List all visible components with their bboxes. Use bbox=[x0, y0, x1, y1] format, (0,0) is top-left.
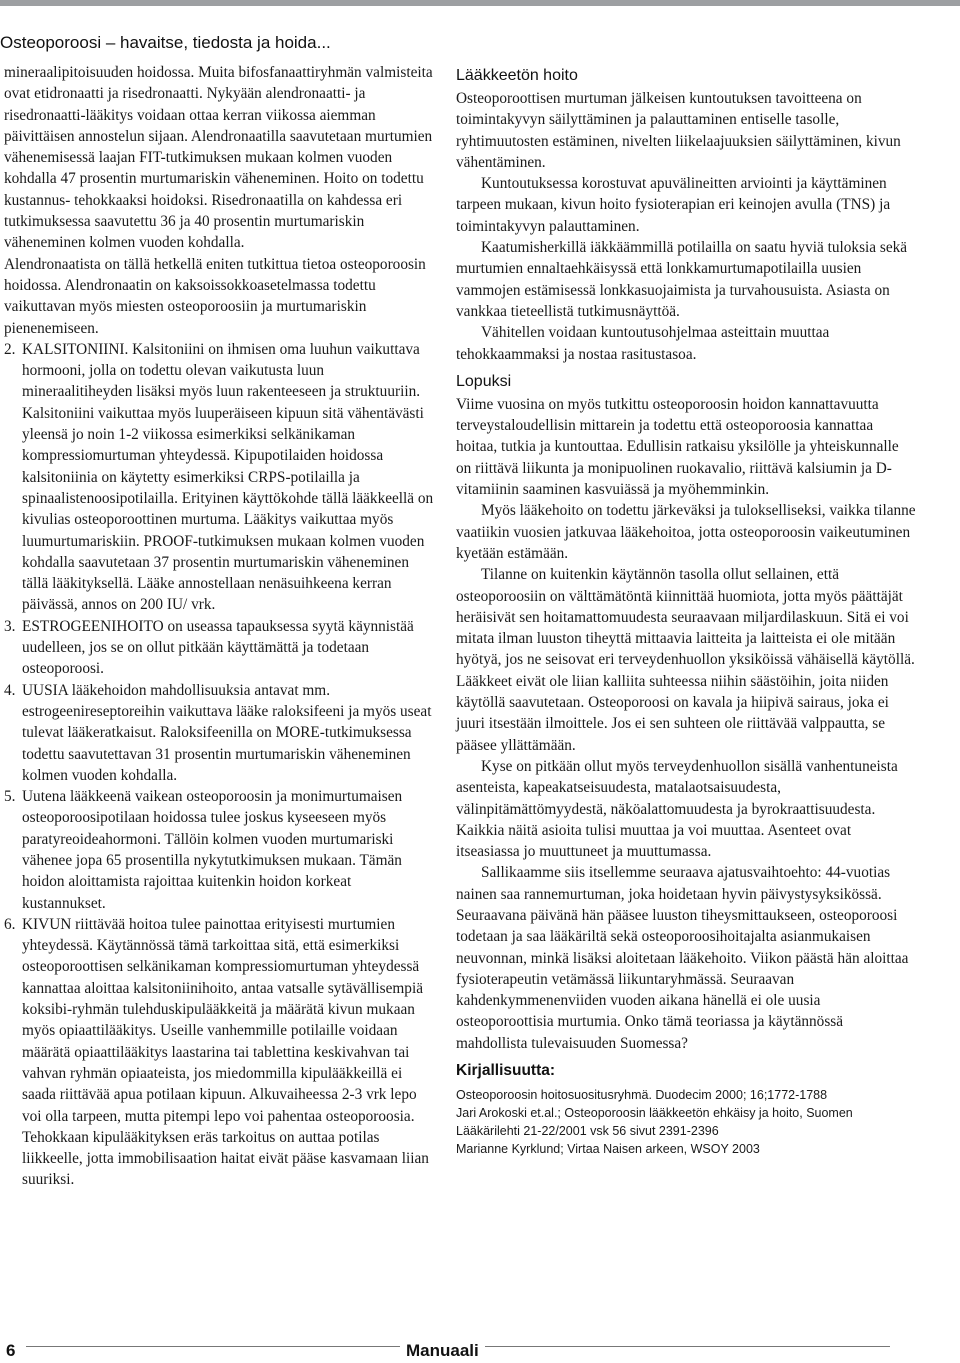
list-number: 3. bbox=[4, 617, 16, 635]
reference-item: Osteoporoosin hoitosuositusryhmä. Duodecim 2000; 16;1772-1788 bbox=[456, 1088, 828, 1103]
paragraph: Viime vuosina on myös tutkittu osteoporoosin hoidon kannattavuutta terveystaloudellisin mittarein ja todettu että osteoporoosia kannattaa hoitaa, tutkia ja kuntouttaa. Edullisin ratkaisu yksilölle ja yhteiskunnalle on riittävä liikunta ja monipuolinen ruokavalio, riittävä kalsiumin ja D-vitamiinin saaminen kasvuiässä ja myöhemminkin. bbox=[456, 395, 899, 499]
list-text: Uutena lääkkeenä vaikean osteoporoosin ja monimurtumaisen osteoporoosipotilaan hoidossa tulee joskus kyseeseen myös paratyreoideahormoni. Tällöin kolmen vuoden murtumariski vähenee jopa 65 prosentilla nykytutkimuksen mukaan. Tämän hoidon aloittamista rajoittaa kuitenkin hoidon korkeat kustannukset. bbox=[22, 788, 403, 912]
list-number: 5. bbox=[4, 788, 16, 806]
publication-name: Manuaali bbox=[400, 1341, 485, 1361]
list-item bbox=[4, 914, 436, 1191]
list-item bbox=[4, 616, 436, 680]
list-text: KIVUN riittävää hoitoa tulee painottaa erityisesti murtumien yhteydessä. Käytännössä tämä tarkoittaa sitä, että esimerkiksi osteoporoottisen selkänikaman kompressiomurtuman yhteydessä kannattaa aloittaa kalsitoniinihoito, antaa vatsalle sytävällisempiä koksibi-ryhmän tulehduskipulääkkeitä ja määrätä kivun mukaan myös opiaattilääkitys. Useille vanhemmille potilaille voidaan määrätä opiaattilääkitys laastarina tai tablettina keskivahvan tai vahvan ryhmän opiaateista, jos miedommilla kipulääkkeillä ei saada riittävää apua potilaan kipuun. Alkuvaiheessa 2-3 vrk lepo voi olla tarpeen, mutta pitempi lepo voi pahentaa osteoporoosia. Tehokkaan kipulääkityksen eräs tarkoitus on auttaa potilas liikkeelle, jotta immobilisaation haitat eivät pääse kasvamaan liian suuriksi. bbox=[22, 915, 429, 1189]
reference-item: Marianne Kyrklund; Virtaa Naisen arkeen, WSOY 2003 bbox=[456, 1142, 760, 1157]
top-divider bbox=[0, 0, 960, 6]
list-item bbox=[4, 680, 436, 701]
paragraph: Myös lääkehoito on todettu järkeväksi ja tulokselliseksi, vaikka tilanne vaatiikin vuosien jatkuvaa lääkehoitoa, jotta osteoporoosin vaikeutuminen kyetään estämään. bbox=[456, 502, 916, 562]
list-number: 2. bbox=[4, 340, 16, 358]
paragraph: Vähitellen voidaan kuntoutusohjelmaa asteittain muuttaa tehokkaammaksi ja nostaa rasitustasoa. bbox=[456, 324, 830, 363]
paragraph: Alendronaatista on tällä hetkellä eniten tutkittua tietoa osteoporoosin hoidossa. Alendronaatin on kaksoissokkoasetelmassa todettu vaikuttavan myös miesten osteoporoosiin ja murtumariskin pienenemiseen. bbox=[4, 255, 426, 337]
running-header: Osteoporoosi – havaitse, tiedosta ja hoida... bbox=[0, 33, 331, 52]
page-number: 6 bbox=[6, 1341, 21, 1361]
list-item bbox=[4, 339, 436, 616]
paragraph: Kaatumisherkillä iäkkäämmillä potilailla on saatu hyviä tuloksia sekä murtumien ennaltaehkäisyssä että lonkkamurtumapotilailla uusien vammojen estämisessä lonkkasuojaimista ja turvahousuista. Asiasta on vankkaa tieteellistä tutkimusnäyttöä. bbox=[456, 239, 908, 320]
paragraph: Kuntoutuksessa korostuvat apuvälineitten arviointi ja käyttäminen tarpeen mukaan, kivun hoito fysioterapian eri keinojen avulla (TNS) ja toimintakyvyn palauttaminen. bbox=[456, 175, 891, 235]
list-text: ESTROGEENIHOITO on useassa tapauksessa syytä käynnistää uudelleen, jos se on ollut pitkään käyttämättä ja todetaan osteoporoosi. bbox=[22, 617, 414, 678]
list-continuation: estrogeenireseptoreihin vaikuttava lääke raloksifeeni ja myös useat tulevat lääkeratkaisut. Raloksifeenilla on MORE-tutkimuksessa todettu saavutettavan 31 prosentin murtumariskin väheneminen kolmen vuoden kohdalla. bbox=[22, 702, 432, 784]
left-column bbox=[4, 62, 436, 1191]
list-number: 6. bbox=[4, 915, 16, 933]
list-text: UUSIA lääkehoidon mahdollisuuksia antavat mm. bbox=[22, 681, 331, 699]
paragraph: Kyse on pitkään ollut myös terveydenhuollon sisällä vanhentuneista asenteista, kapeakatseisuudesta, matalaotsaisuudesta, välinpitämättömyydestä, näköalattomuudesta ja byrokraattisuudesta. Kaikkia näitä asioita tulisi muuttaa ja voi muuttaa. Asenteet ovat itseasiassa jo muuttuneet ja muuttumassa. bbox=[456, 757, 898, 861]
right-column bbox=[456, 62, 916, 1158]
section-heading: Lopuksi bbox=[456, 372, 512, 390]
paragraph: Tilanne on kuitenkin käytännön tasolla ollut sellainen, että osteoporoosiin on välttämätöntä kiinnittää huomiota, jotta myös päättäjät heräisivät sen hoitamattomuudesta seuraavaan miljardilaskuun. Sitä ei voi mitata ilman luuston tiheyttä mittaavia laitteita ja laitteista ei ole mitään hyötyä, jos ne seisovat eri terveydenhuollon yksiköissä vähäisellä käytöllä. Lääkkeet eivät ole liian kalliita suhteessa niihin säästöihin, joita niiden käytöllä saavutetaan. Osteoporoosi on kavala ja hiipivä sairaus, joka ei juuri itsestään ilmoittele. Jos ei sen suhteen ole riittävää valppautta, se pääsee yllättämään. bbox=[456, 566, 915, 754]
paragraph: mineraalipitoisuuden hoidossa. Muita bifosfanaattiryhmän valmisteita ovat etidronaatti ja risedronaatti. Nykyään alendronaatti- ja risedronaatti-lääkitys voidaan ottaa kerran viikossa aiemman päivittäisen annostelun sijaan. Alendronaatilla saavutetaan murtumien vähenemisessä laajan FIT-tutkimuksen mukaan kolmen vuoden kohdalla 47 prosentin murtumariskin väheneminen. Hoito on todettu kustannus- tehokkaaksi hoidoksi. Risedronaatilla on kahdessa eri tutkimuksessa saavutettu 36 ja 40 prosentin murtumariskin väheneminen kolmen vuoden kohdalla. bbox=[4, 64, 433, 252]
reference-item: Jari Arokoski et.al.; Osteoporoosin lääkkeetön ehkäisy ja hoito, Suomen Lääkärilehti 21-22/2001 vsk 56 sivut 2391-2396 bbox=[456, 1106, 853, 1139]
list-item bbox=[4, 786, 436, 914]
list-number: 4. bbox=[4, 681, 16, 699]
paragraph: Sallikaamme siis itsellemme seuraava ajatusvaihtoehto: 44-vuotias nainen saa rannemurtuman, joka hoidetaan hyvin päivystysyksikössä. Seuraavana päivänä hän pääsee luuston tiheysmittaukseen, osteoporoosi todetaan ja saa lääkäriltä sekä osteoporoosihoitajalta asianmukaisen neuvonnan, minkä lisäksi aloitetaan lääkehoito. Viikon päästä hän aloittaa fysioterapeutin vetämässä liikuntaryhmässä. Seuraavan kahdenkymmenenviiden vuoden aikana hänellä ei ole uusia osteoporoottisia murtumia. Onko tämä teoriassa ja käytännössä mahdollista tulevaisuuden Suomessa? bbox=[456, 864, 909, 1052]
references-heading: Kirjallisuutta: bbox=[456, 1062, 556, 1080]
paragraph: Osteoporoottisen murtuman jälkeisen kuntoutuksen tavoitteena on toimintakyvyn säilyttäminen ja palauttaminen entiselle tasolle, ryhtimuutosten estäminen, nivelten liikelaajuuksien säilyttäminen, kivun vähentäminen. bbox=[456, 90, 901, 171]
section-heading: Lääkkeetön hoito bbox=[456, 67, 578, 84]
list-text: KALSITONIINI. Kalsitoniini on ihmisen oma luuhun vaikuttava hormooni, jolla on todettu olevan vaikutusta luun mineraalitiheyden lisäksi myös luun rakenteeseen ja struktuuriin. Kalsitoniini vaikuttaa myös luuperäiseen kipuun sitä vähentävästi yleensä jo noin 1-2 viikossa esimerkiksi selkänikaman kompressiomurtuman yhteydessä. Kipupotilaiden hoidossa kalsitoniinia on käytetty esimerkiksi CRPS-potilailla ja spinaalistenoosipotilailla. Erityinen käyttökohde tällä lääkkeellä on kivulias osteoporoottinen murtuma. Lääkitys vaikuttaa myös luumurtumariskiin. PROOF-tutkimuksen mukaan kolmen vuoden kohdalla saavutetaan 37 prosentin murtumariskin väheneminen tällä lääkityksellä. Lääke annostellaan nenäsuihkeena kerran päivässä, annos on 200 IU/ vrk. bbox=[22, 340, 434, 614]
